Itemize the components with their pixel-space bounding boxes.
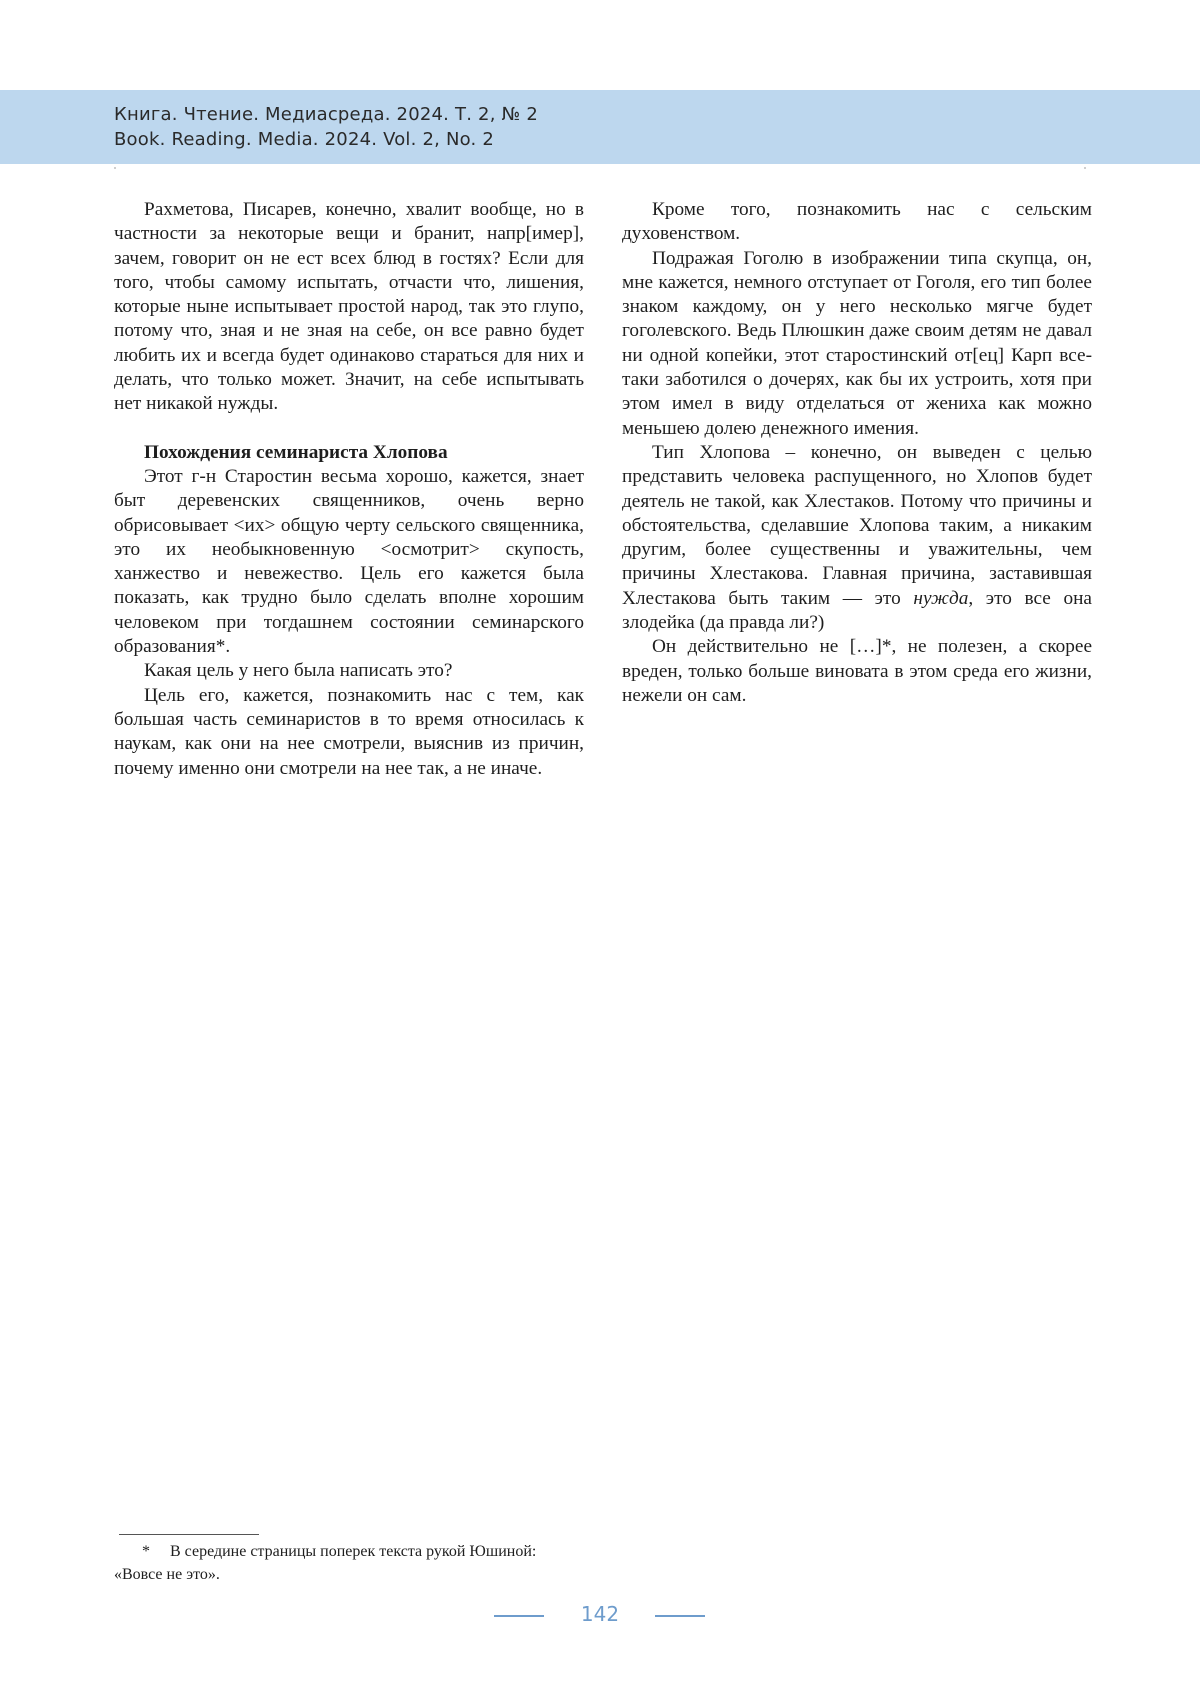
header-corner-mark-left [114, 167, 116, 169]
paragraph: Кроме того, познакомить нас с сельским духовенством. [622, 199, 1092, 245]
left-column [114, 198, 584, 781]
paragraph [622, 441, 1092, 635]
journal-header [0, 90, 1200, 164]
paragraph: Этот г-н Старостин весьма хорошо, кажется, знает быт деревенских священников, очень верно обрисовывает <их> общую черту сельского священника, это их необыкновенную <осмотрит> скупость, ханжество и невежество. Цель его кажется была показать, как трудно было сделать вполне хорошим человеком при тогдашнем состоянии семинарского образования*. [114, 465, 584, 658]
paragraph: Подражая Гоголю в изображении типа скупца, он, мне кажется, немного отступает от Гоголя, его тип более знаком каждому, он у него несколько мягче будет гоголевского. Ведь Плюшкин даже своим детям не давал ни одной копейки, этот старостинский от[ец] Карп все-таки заботился о дочерях, как бы их устроить, хотя при этом имел в виду отделаться от жениха как можно меньшею долею денежного имения. [622, 247, 1092, 439]
page-footer [0, 1598, 1200, 1634]
paragraph: Он действительно не […]*, не полезен, а скорее вреден, только больше виновата в этом среда его жизни, нежели он сам. [622, 636, 1092, 706]
page-number-rule-right [655, 1615, 705, 1617]
footnote [114, 1540, 584, 1586]
paragraph-text: , это все она злодейка (да правда ли?) [622, 587, 1092, 634]
paragraph: Цель его, кажется, познакомить нас с тем, как большая часть семинаристов в то время относилась к наукам, как они на нее смотрели, выяснив из причин, почему именно они смотрели на нее так, а не иначе. [114, 684, 584, 779]
journal-title-ru: Книга. Чтение. Медиасреда. 2024. Т. 2, № 2 [114, 104, 539, 125]
header-corner-mark-right [1084, 167, 1086, 169]
emphasis: нужда [913, 587, 969, 609]
footnote-text: В середине страницы поперек текста рукой Юшиной: «Вовсе не это». [114, 1543, 537, 1583]
footnote-divider [119, 1534, 259, 1535]
paragraph: Рахметова, Писарев, конечно, хвалит вообще, но в частности за некоторые вещи и бранит, напр[имер], зачем, говорит он не ест всех блюд в гостях? Если для того, чтобы самому испытать, отчасти что, лишения, которые ныне испытывает простой народ, так это глупо, потому что, зная и не зная на себе, он все равно будет любить их и всегда будет одинаково стараться для них и делать, что только может. Значит, на себе испытывать нет никакой нужды. [114, 199, 584, 415]
paragraph: Какая цель у него была написать это? [144, 660, 453, 682]
journal-title-en: Book. Reading. Media. 2024. Vol. 2, No. 2 [114, 129, 495, 150]
paragraph-text: Тип Хлопова – конечно, он выведен с целью представить человека распущенного, но Хлопов будет деятель не такой, как Хлестаков. Потому что причины и обстоятельства, сделавшие Хлопова таким, а никаким другим, более существенны и уважительны, чем причины Хлестакова. Главная причина, заставившая Хлестакова быть таким — это [622, 441, 1092, 609]
section-heading: Похождения семинариста Хлопова [144, 441, 448, 463]
page-number: 142 [580, 1602, 620, 1626]
footnote-mark: * [142, 1543, 150, 1560]
page-number-rule-left [494, 1615, 544, 1617]
right-column [622, 198, 1092, 708]
